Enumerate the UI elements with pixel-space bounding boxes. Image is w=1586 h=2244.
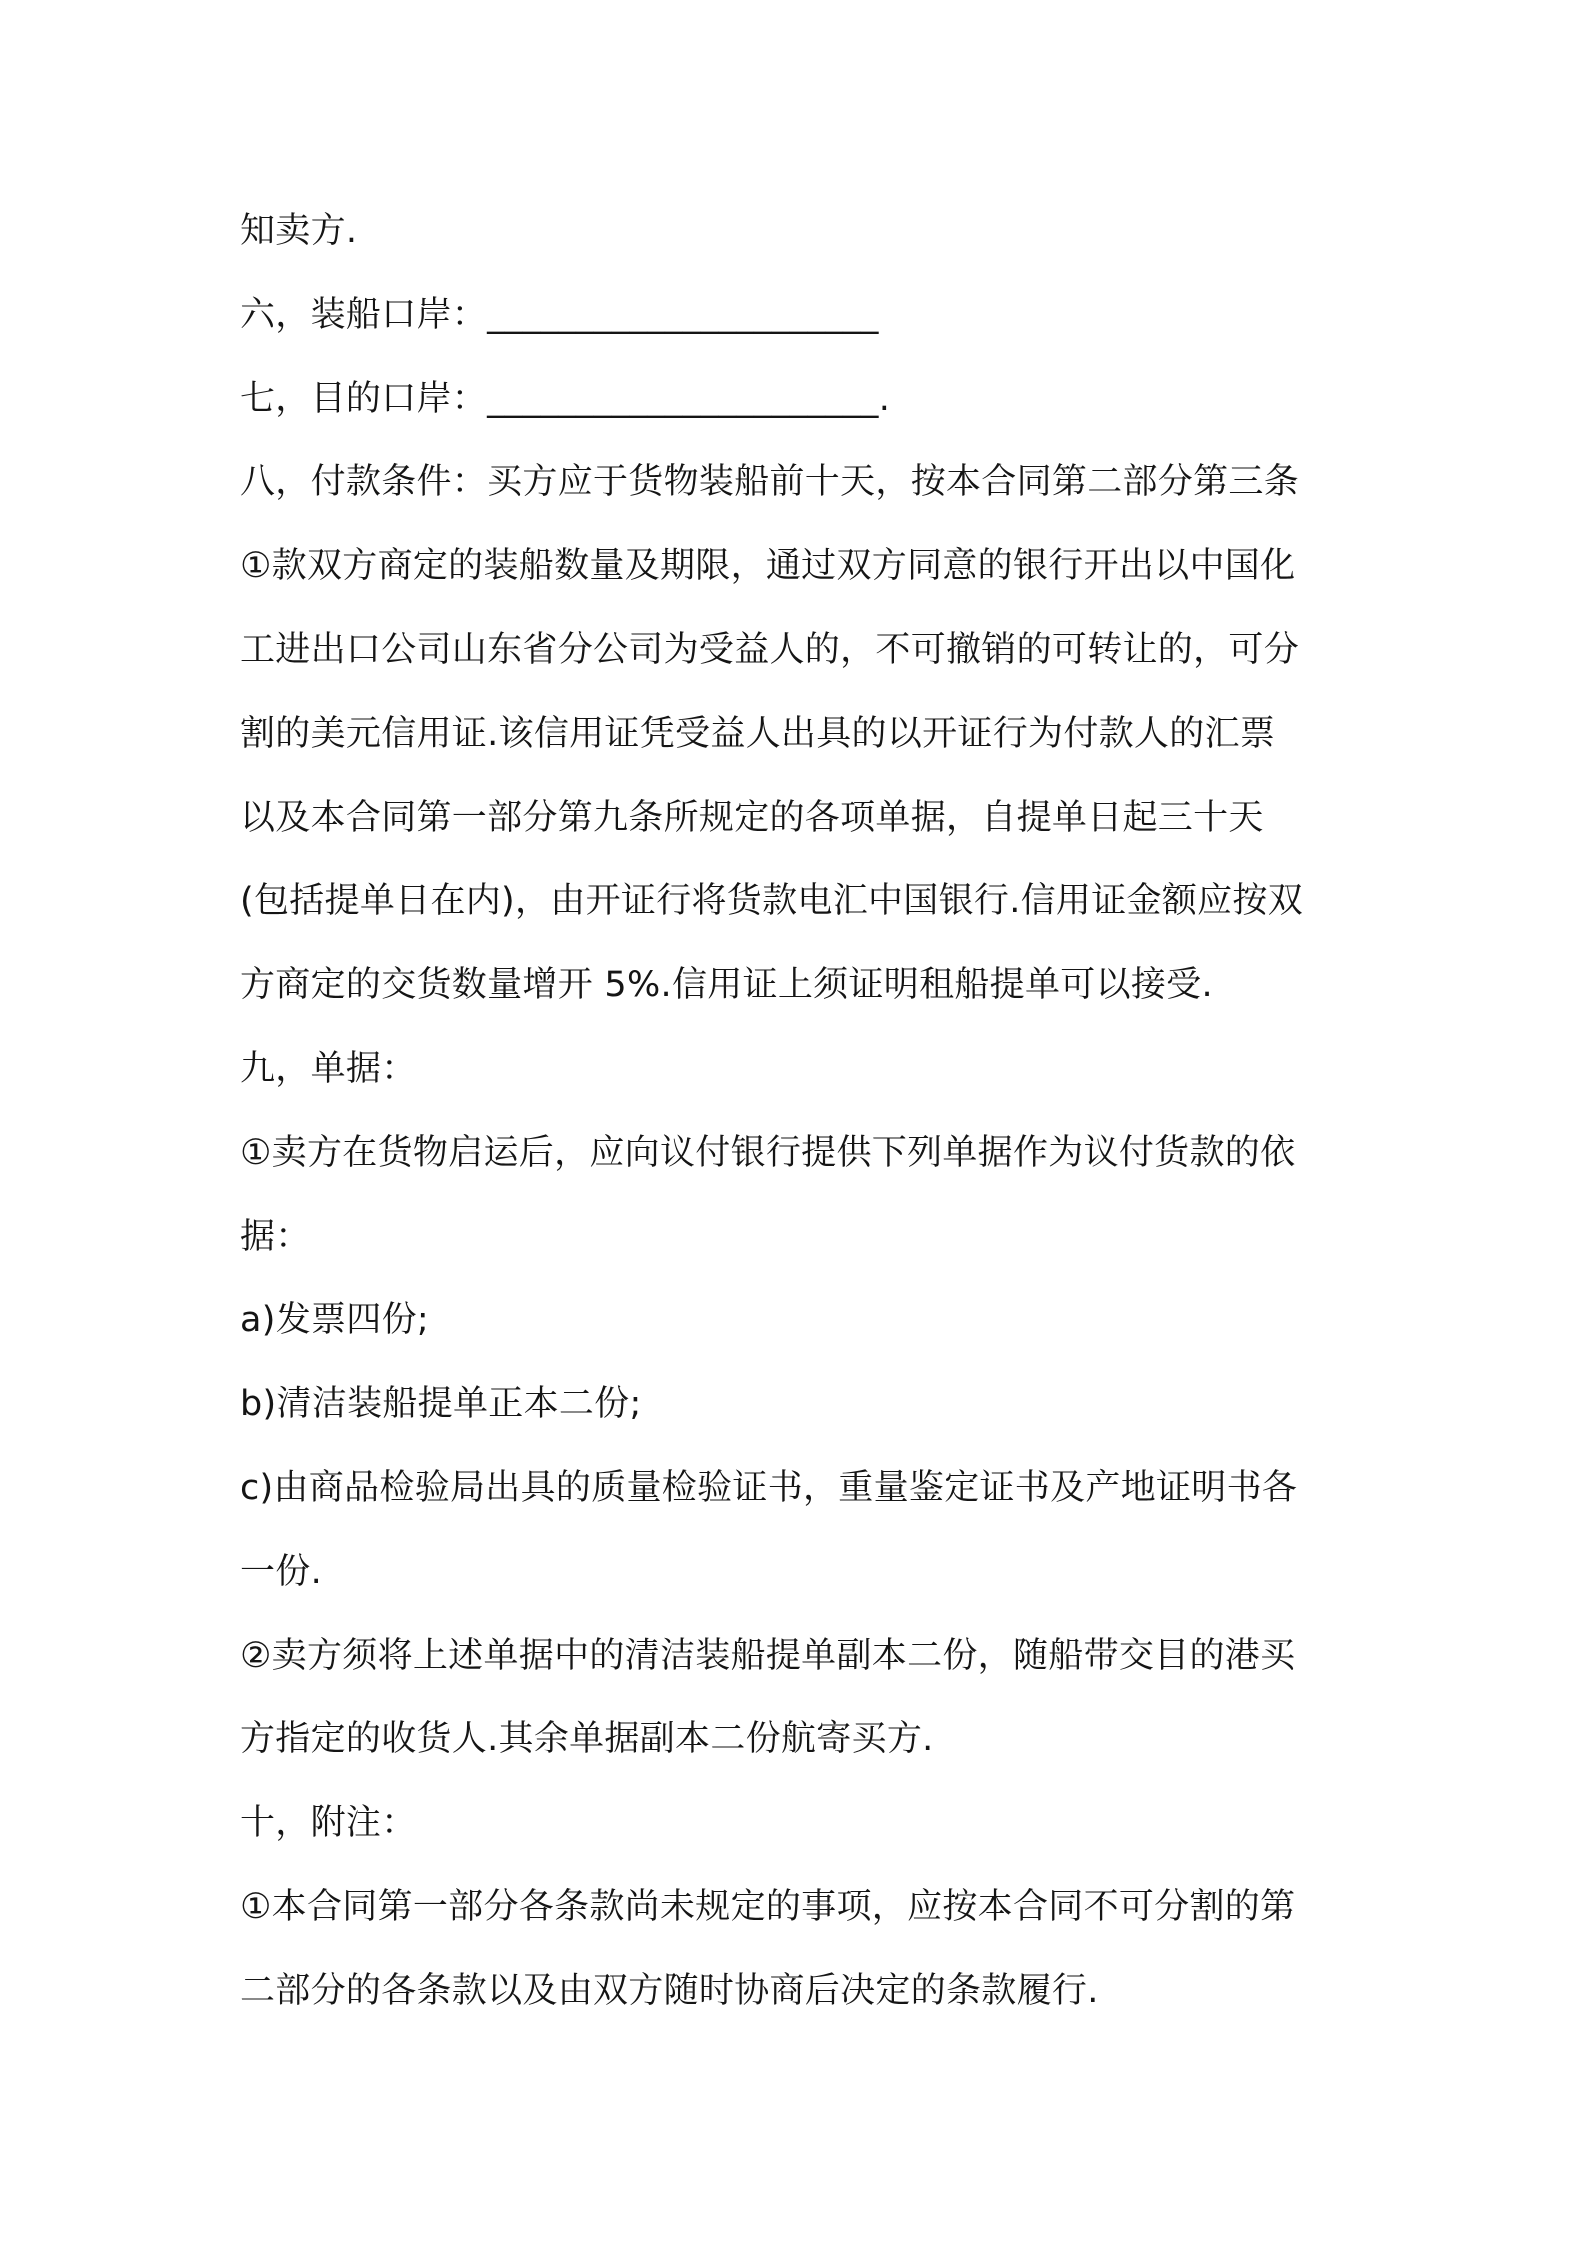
text-line: 方指定的收货人.其余单据副本二份航寄买方. — [240, 1719, 934, 1760]
list-item: a)发票四份; — [240, 1300, 429, 1341]
text-line: 二部分的各条款以及由双方随时协商后决定的条款履行. — [240, 1970, 1099, 2011]
text-line: ①款双方商定的装船数量及期限，通过双方同意的银行开出以中国化 — [240, 546, 1296, 587]
list-item: c)由商品检验局出具的质量检验证书，重量鉴定证书及产地证明书各 — [240, 1467, 1298, 1508]
payment-terms-line: 八，付款条件：买方应于货物装船前十天，按本合同第二部分第三条 — [240, 462, 1300, 503]
documents-heading: 九，单据： — [240, 1048, 417, 1089]
text-line: ②卖方须将上述单据中的清洁装船提单副本二份，随船带交目的港买 — [240, 1635, 1296, 1676]
text-line: 知卖方. — [240, 211, 358, 251]
text-line: 据： — [240, 1216, 311, 1257]
text-line: ①本合同第一部分各条款尚未规定的事项，应按本合同不可分割的第 — [240, 1886, 1296, 1927]
text-line: (包括提单日在内)，由开证行将货款电汇中国银行.信用证金额应按双 — [240, 881, 1304, 922]
text-line: 工进出口公司山东省分公司为受益人的，不可撤销的可转让的，可分 — [240, 629, 1300, 670]
text-line: 方商定的交货数量增开 5%.信用证上须证明租船提单可以接受. — [240, 965, 1213, 1006]
list-item: b)清洁装船提单正本二份; — [240, 1384, 642, 1425]
text-line: 一份. — [240, 1551, 323, 1592]
loading-port-field: 六，装船口岸：______________________ — [240, 294, 879, 335]
text-line: 割的美元信用证.该信用证凭受益人出具的以开证行为付款人的汇票 — [240, 713, 1276, 754]
notes-heading: 十，附注： — [240, 1803, 417, 1844]
text-line: 以及本合同第一部分第九条所规定的各项单据，自提单日起三十天 — [240, 797, 1264, 838]
destination-port-field: 七，目的口岸：______________________. — [240, 378, 891, 419]
text-line: ①卖方在货物启运后，应向议付银行提供下列单据作为议付货款的依 — [240, 1132, 1296, 1173]
document-body — [240, 193, 1370, 2037]
